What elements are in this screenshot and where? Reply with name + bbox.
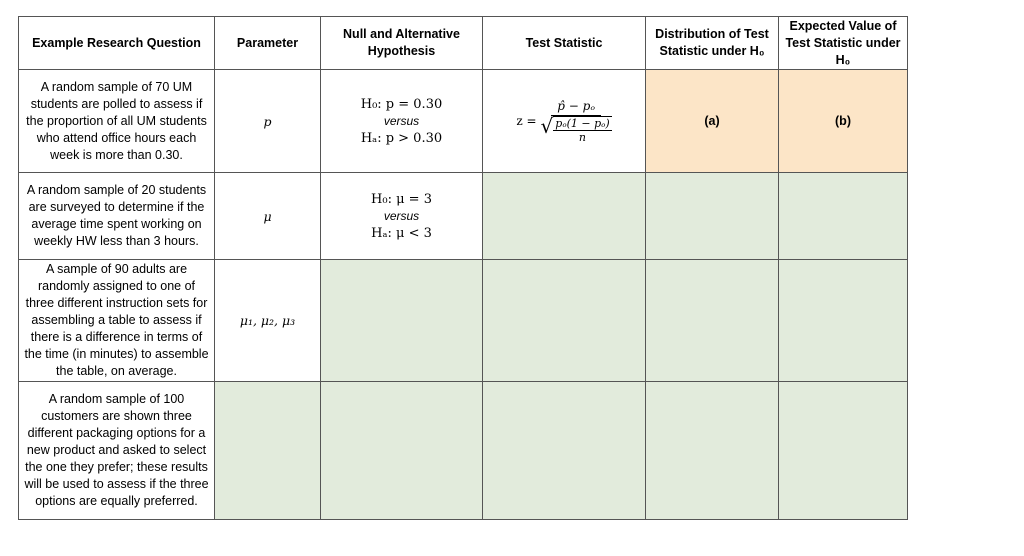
z-fraction xyxy=(541,98,612,144)
header-row xyxy=(19,17,908,70)
parameter-cell xyxy=(215,382,321,520)
distribution-cell xyxy=(646,382,779,520)
hypothesis-cell xyxy=(321,173,483,260)
versus-label: versus xyxy=(383,208,420,223)
question-cell: A random sample of 100 customers are shown three different packaging options for a new product and asked to select the one they prefer; these results will be used to assess if the three options are equally preferred. xyxy=(19,382,215,520)
test-statistic-cell xyxy=(483,260,646,382)
header-parameter: Parameter xyxy=(215,17,321,70)
alt-hypothesis: Hₐ: p > 0.30 xyxy=(360,130,443,146)
z-prefix: z = xyxy=(516,113,537,128)
test-statistic-cell xyxy=(483,70,646,173)
question-cell: A random sample of 70 UM students are polled to assess if the proportion of all UM students who attend office hours each week is more than 0.30. xyxy=(19,70,215,173)
hypothesis-cell xyxy=(321,260,483,382)
test-statistic-cell xyxy=(483,173,646,260)
expected-cell: (b) xyxy=(779,70,908,173)
z-radicand xyxy=(553,116,611,144)
header-test-statistic: Test Statistic xyxy=(483,17,646,70)
radicand-denominator: n xyxy=(578,131,587,144)
table-row xyxy=(19,382,908,520)
null-hypothesis: H₀: μ = 3 xyxy=(371,191,432,207)
versus-label: versus xyxy=(383,113,420,128)
z-formula xyxy=(516,98,611,144)
z-numerator: p̂ − pₒ xyxy=(551,98,601,116)
expected-cell xyxy=(779,260,908,382)
header-hypothesis: Null and Alternative Hypothesis xyxy=(321,17,483,70)
parameter-cell: μ₁, μ₂, μ₃ xyxy=(215,260,321,382)
expected-cell xyxy=(779,382,908,520)
header-expected: Expected Value of Test Statistic under H₀ xyxy=(779,17,908,70)
distribution-cell xyxy=(646,173,779,260)
question-cell: A random sample of 20 students are surveyed to determine if the average time spent working on weekly HW less than 3 hours. xyxy=(19,173,215,260)
hypothesis-table xyxy=(18,16,908,520)
question-cell: A sample of 90 adults are randomly assigned to one of three different instruction sets for assembling a table to assess if there is a difference in terms of the time (in minutes) to assemble the table, on average. xyxy=(19,260,215,382)
parameter-cell: μ xyxy=(215,173,321,260)
table-row xyxy=(19,173,908,260)
z-denominator xyxy=(541,116,612,144)
sqrt-icon: √ xyxy=(540,114,554,138)
hypothesis-cell xyxy=(321,70,483,173)
distribution-cell xyxy=(646,260,779,382)
header-distribution: Distribution of Test Statistic under H₀ xyxy=(646,17,779,70)
distribution-cell: (a) xyxy=(646,70,779,173)
hypothesis-cell xyxy=(321,382,483,520)
alt-hypothesis: Hₐ: μ < 3 xyxy=(371,225,432,241)
test-statistic-cell xyxy=(483,382,646,520)
null-hypothesis: H₀: p = 0.30 xyxy=(360,96,443,112)
expected-cell xyxy=(779,173,908,260)
table-row xyxy=(19,70,908,173)
radicand-numerator: pₒ(1 − pₒ) xyxy=(555,117,610,130)
table-row xyxy=(19,260,908,382)
parameter-cell: p xyxy=(215,70,321,173)
header-question: Example Research Question xyxy=(19,17,215,70)
